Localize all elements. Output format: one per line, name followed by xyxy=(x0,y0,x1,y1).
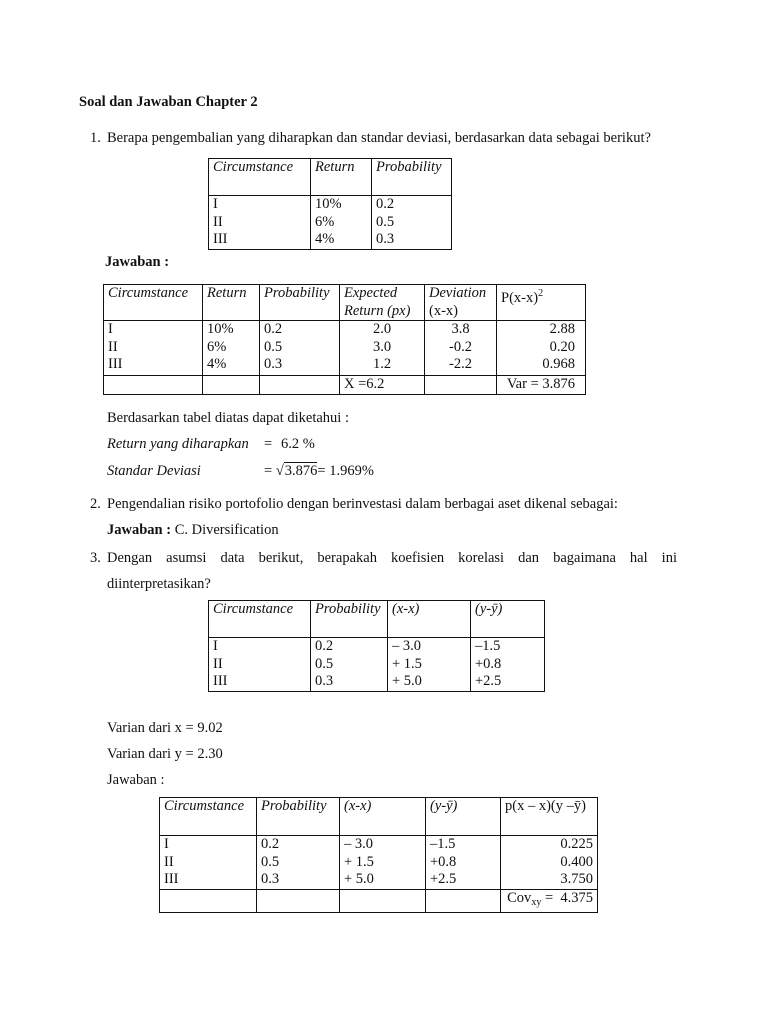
table-cell: 0.5 xyxy=(376,213,395,230)
table-cell: 0.2 xyxy=(315,638,334,654)
return-equals: = xyxy=(264,436,273,452)
table-cell: -0.2 xyxy=(449,338,472,355)
q3-th-circumstance: Circumstance xyxy=(209,601,311,638)
table-cell: I xyxy=(108,321,113,337)
sqrt-icon: √ xyxy=(275,463,284,479)
table-cell: 6% xyxy=(207,338,227,355)
q1-col-return xyxy=(311,196,372,250)
table-cell: 2.88 xyxy=(549,321,575,337)
q3a-col-circumstance xyxy=(160,836,257,890)
q3-col-probability xyxy=(311,638,388,692)
table-cell: 3.750 xyxy=(560,871,593,887)
q1a-col-deviation xyxy=(425,321,497,376)
return-value: 6.2 % xyxy=(281,436,315,452)
table-cell: 0.3 xyxy=(376,231,395,247)
q1a-th-probability: Probability xyxy=(260,285,340,321)
table-cell: – 3.0 xyxy=(392,638,421,654)
table-cell: 6% xyxy=(315,213,335,230)
table-cell: 3.8 xyxy=(451,321,470,337)
table-cell: 0.5 xyxy=(264,338,283,355)
table-cell: +0.8 xyxy=(430,853,457,870)
q1-answer-table xyxy=(103,284,586,395)
table-cell-empty xyxy=(203,376,260,395)
q1a-th-deviation xyxy=(425,285,497,321)
q1-data-table xyxy=(208,158,452,250)
q3a-covariance xyxy=(501,890,598,913)
q3-th-dy: (y-ȳ) xyxy=(471,601,545,638)
std-result: = 1.969% xyxy=(317,463,374,479)
table-cell: – 3.0 xyxy=(344,836,373,852)
q1a-col-circumstance xyxy=(104,321,203,376)
q3-answer-table xyxy=(159,797,598,913)
header-line: Expected xyxy=(344,285,398,301)
q1a-total-variance: Var = 3.876 xyxy=(497,376,586,395)
cov-subscript: xy xyxy=(531,897,542,908)
table-cell-empty xyxy=(425,376,497,395)
variance-x: Varian dari x = 9.02 xyxy=(107,720,223,736)
table-cell: III xyxy=(213,673,228,689)
table-cell-empty xyxy=(257,890,340,913)
table-cell-empty xyxy=(260,376,340,395)
q1a-total-expected: X =6.2 xyxy=(340,376,425,395)
q1a-th-expected xyxy=(340,285,425,321)
q3-col-dy xyxy=(471,638,545,692)
q2-number: 2. xyxy=(90,496,101,512)
q1-number: 1. xyxy=(90,130,101,146)
q1-col-circumstance xyxy=(209,196,311,250)
table-cell: –1.5 xyxy=(430,836,456,852)
q2-text: Pengendalian risiko portofolio dengan berinvestasi dalam berbagai aset dikenal sebagai: xyxy=(107,496,618,512)
q1-th-circumstance: Circumstance xyxy=(209,159,311,196)
q1-th-probability: Probability xyxy=(372,159,452,196)
q2-answer-text: C. Diversification xyxy=(174,522,279,538)
table-cell: + 5.0 xyxy=(344,871,374,887)
q3a-th-circumstance: Circumstance xyxy=(160,798,257,836)
table-cell: I xyxy=(213,196,218,212)
table-cell: 1.2 xyxy=(372,356,392,372)
table-cell: II xyxy=(213,655,223,672)
q3a-col-dy xyxy=(426,836,501,890)
table-cell: II xyxy=(213,213,223,230)
table-cell: 0.225 xyxy=(560,836,593,852)
table-cell: –1.5 xyxy=(475,638,501,654)
q2-answer-label: Jawaban : xyxy=(107,522,172,538)
q3-col-dx xyxy=(388,638,471,692)
table-cell: 0.5 xyxy=(261,853,280,870)
header-line: (x-x) xyxy=(429,302,458,319)
table-cell: 0.20 xyxy=(549,338,575,355)
page-title: Soal dan Jawaban Chapter 2 xyxy=(79,94,258,110)
q2-answer xyxy=(107,522,279,539)
q1a-col-probability xyxy=(260,321,340,376)
table-cell: + 5.0 xyxy=(392,673,422,689)
std-formula xyxy=(264,463,374,480)
table-cell: 0.5 xyxy=(315,655,334,672)
table-cell: 0.3 xyxy=(315,673,334,689)
table-cell: +2.5 xyxy=(475,673,502,689)
table-cell-empty xyxy=(426,890,501,913)
q1-th-return: Return xyxy=(311,159,372,196)
q3a-col-product xyxy=(501,836,598,890)
q3-number: 3. xyxy=(90,550,101,566)
table-cell: 0.2 xyxy=(261,836,280,852)
q1a-col-return xyxy=(203,321,260,376)
q3a-th-probability: Probability xyxy=(257,798,340,836)
table-cell: 0.2 xyxy=(376,196,395,212)
table-cell: + 1.5 xyxy=(344,853,374,870)
table-cell-empty xyxy=(340,890,426,913)
table-cell: 0.400 xyxy=(560,853,593,870)
cov-label: Cov xyxy=(507,890,532,906)
table-cell: 3.0 xyxy=(372,338,392,355)
table-cell: +2.5 xyxy=(430,871,457,887)
std-radicand: 3.876 xyxy=(284,463,318,479)
header-sup: 2 xyxy=(538,288,544,299)
variance-y: Varian dari y = 2.30 xyxy=(107,746,223,762)
q3-text-line2: diinterpretasikan? xyxy=(107,576,211,592)
q1a-th-circumstance: Circumstance xyxy=(104,285,203,321)
q1a-col-expected xyxy=(340,321,425,376)
table-cell-empty xyxy=(160,890,257,913)
q1-text: Berapa pengembalian yang diharapkan dan standar deviasi, berdasarkan data sebagai berikut? xyxy=(107,130,651,146)
q1-conclusion: Berdasarkan tabel diatas dapat diketahui : xyxy=(107,410,349,426)
table-cell: 10% xyxy=(315,196,342,212)
q1a-th-variance xyxy=(497,285,586,321)
cov-value: = 4.375 xyxy=(541,890,593,906)
table-cell: 4% xyxy=(315,231,335,247)
q3a-th-dx: (x-x) xyxy=(340,798,426,836)
header-text: P(x-x) xyxy=(501,290,539,306)
return-label: Return yang diharapkan xyxy=(107,436,249,452)
table-cell: 0.3 xyxy=(261,871,280,887)
table-cell: -2.2 xyxy=(449,356,472,372)
table-cell: 2.0 xyxy=(372,321,392,337)
table-cell: II xyxy=(108,338,118,355)
table-cell: 0.3 xyxy=(264,356,283,372)
table-cell-empty xyxy=(104,376,203,395)
q1a-th-return: Return xyxy=(203,285,260,321)
q3-col-circumstance xyxy=(209,638,311,692)
table-cell: III xyxy=(164,871,179,887)
table-cell: II xyxy=(164,853,174,870)
q1a-col-variance xyxy=(497,321,586,376)
table-cell: 4% xyxy=(207,356,227,372)
table-cell: + 1.5 xyxy=(392,655,422,672)
std-equals: = xyxy=(264,463,273,479)
q3-text-line1: Dengan asumsi data berikut, berapakah koefisien korelasi dan bagaimana hal ini xyxy=(107,550,677,566)
table-cell: I xyxy=(213,638,218,654)
q3-th-dx: (x-x) xyxy=(388,601,471,638)
table-cell: III xyxy=(108,356,123,372)
q1-col-probability xyxy=(372,196,452,250)
table-cell: 0.968 xyxy=(542,356,575,372)
table-cell: III xyxy=(213,231,228,247)
q3-data-table xyxy=(208,600,545,692)
q3a-col-probability xyxy=(257,836,340,890)
header-line: Return (px) xyxy=(344,302,411,319)
q3-th-probability: Probability xyxy=(311,601,388,638)
q1-answer-label: Jawaban : xyxy=(105,254,170,270)
q3-answer-label: Jawaban : xyxy=(107,772,165,788)
table-cell: +0.8 xyxy=(475,655,502,672)
table-cell: I xyxy=(164,836,169,852)
std-label: Standar Deviasi xyxy=(107,463,201,479)
q3a-th-product: p(x – x)(y –ȳ) xyxy=(501,798,598,836)
header-line: Deviation xyxy=(429,285,487,301)
q3a-col-dx xyxy=(340,836,426,890)
table-cell: 0.2 xyxy=(264,321,283,337)
table-cell: 10% xyxy=(207,321,234,337)
q3a-th-dy: (y-ȳ) xyxy=(426,798,501,836)
